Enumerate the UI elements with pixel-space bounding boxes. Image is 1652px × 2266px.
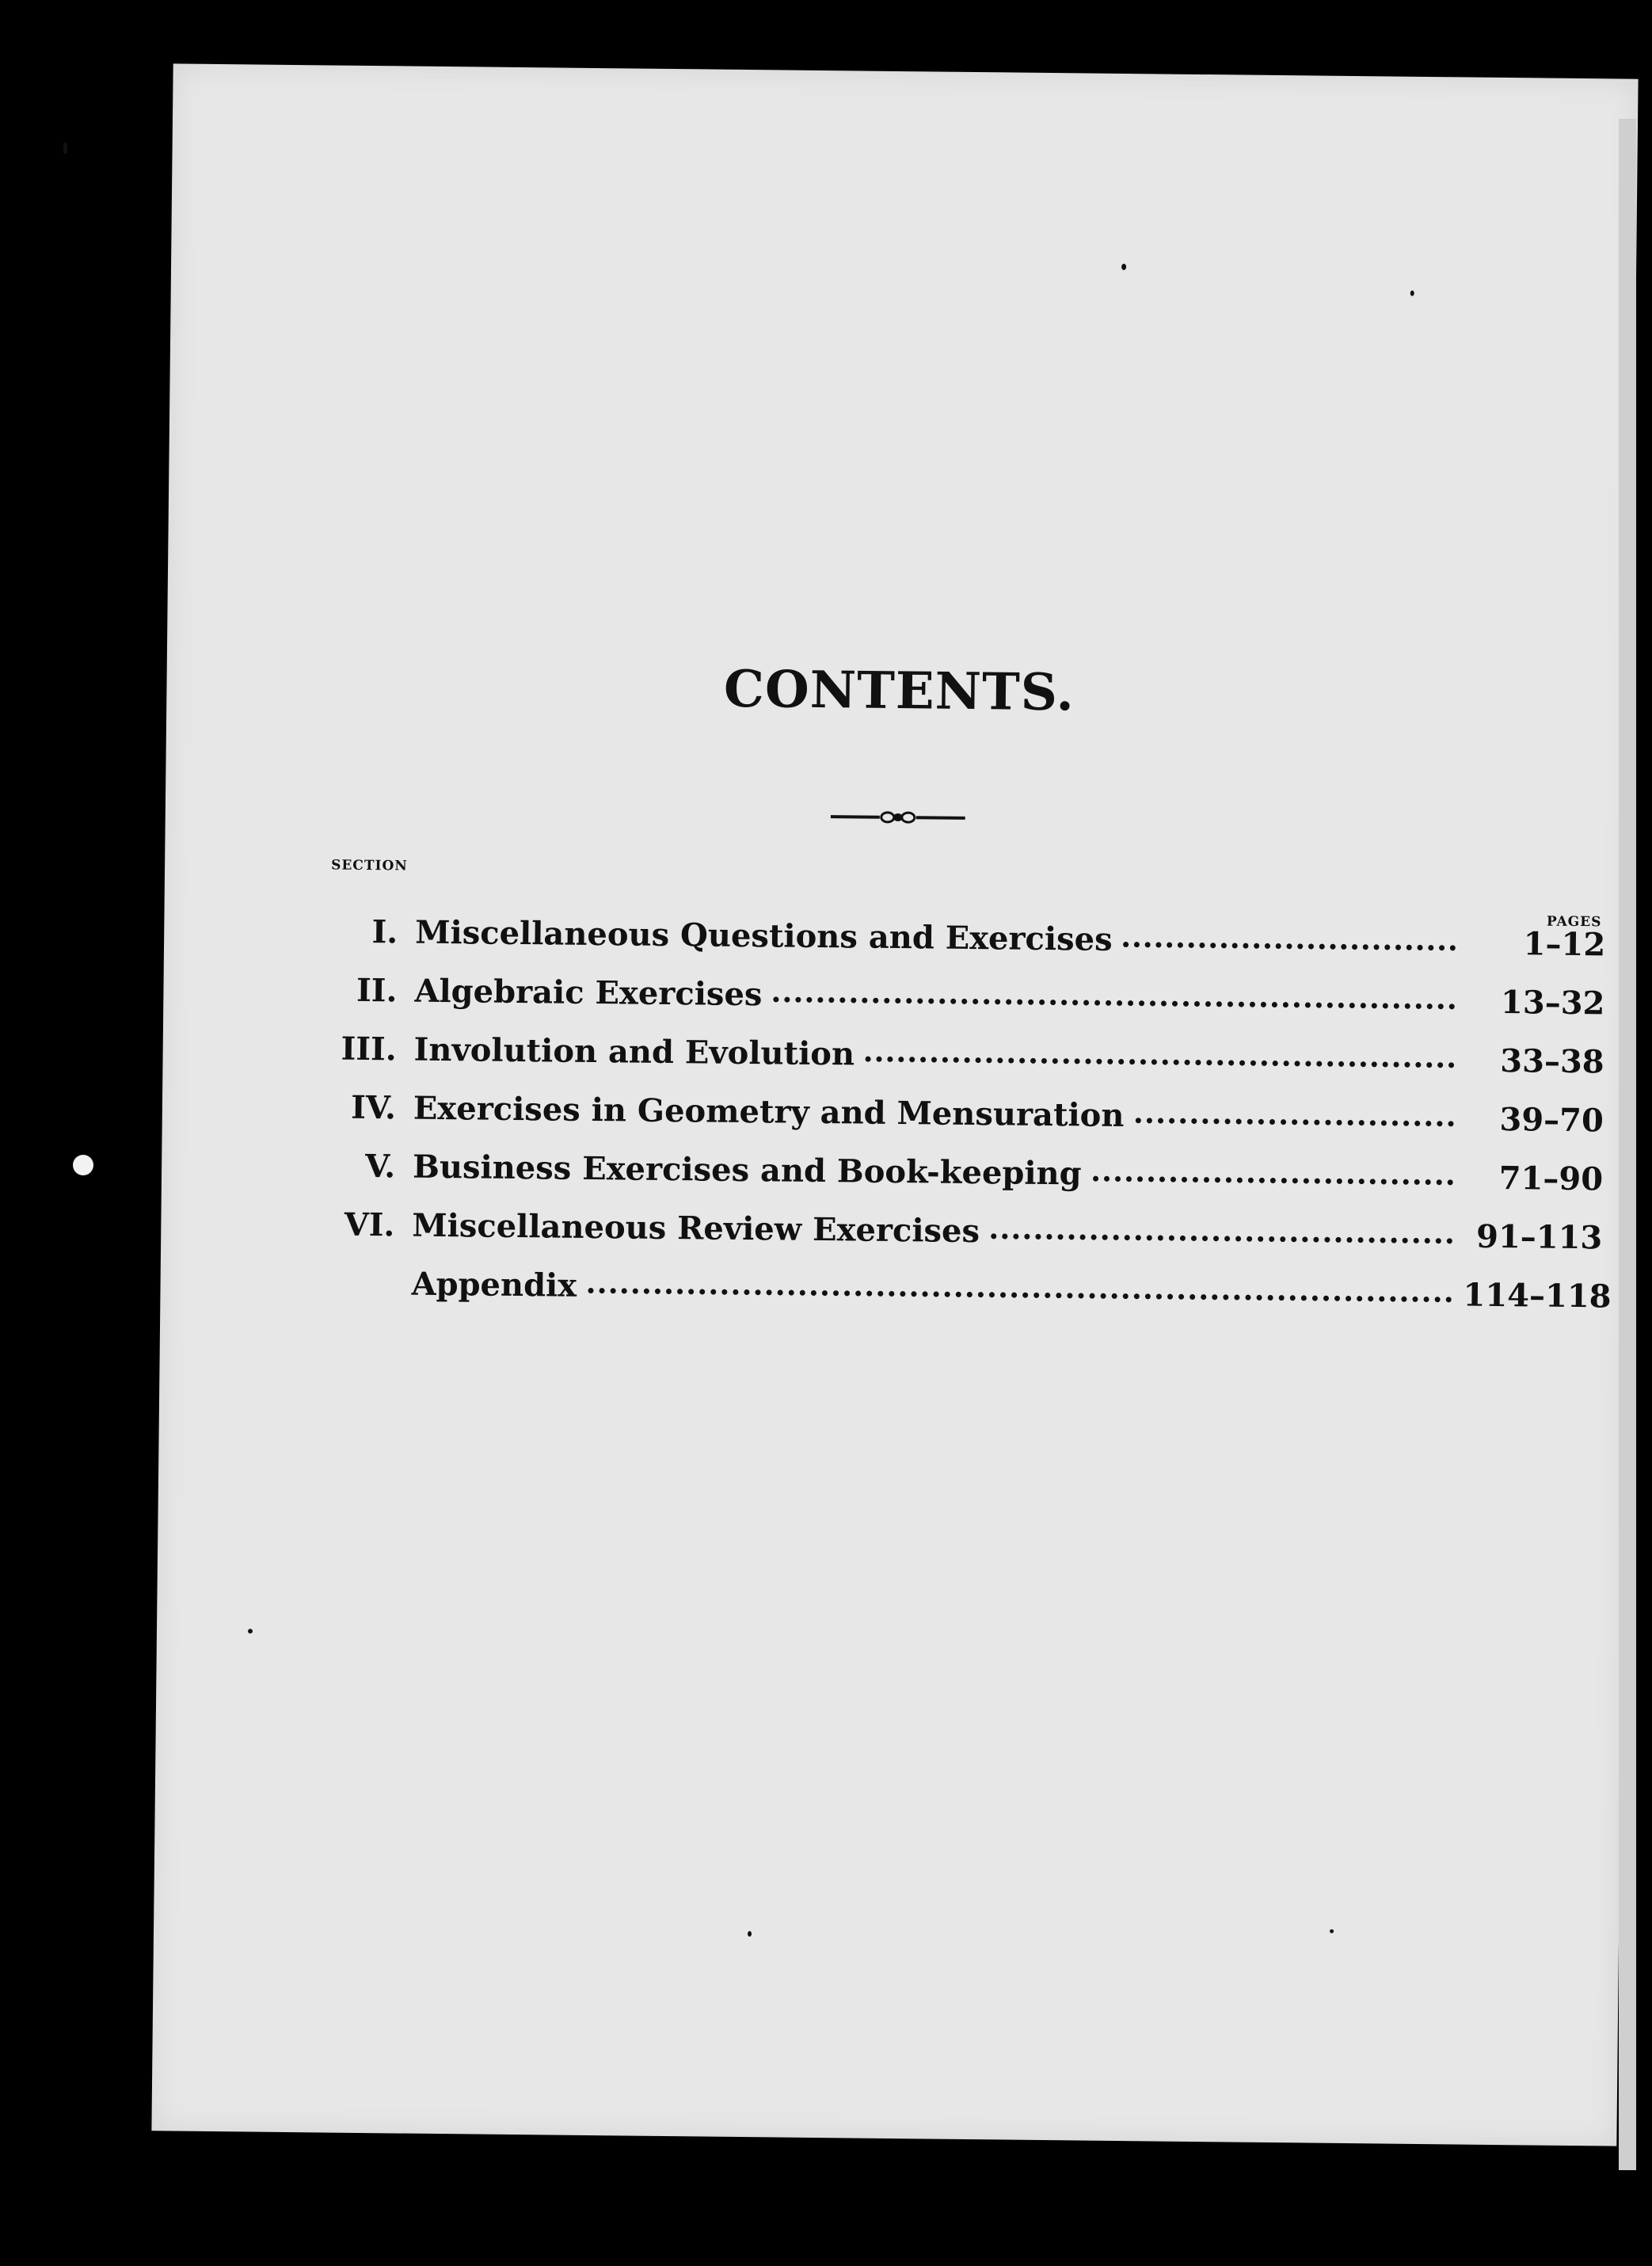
dot-leader xyxy=(1124,942,1456,950)
section-title: Miscellaneous Review Exercises xyxy=(412,1206,980,1251)
page-title: CONTENTS. xyxy=(723,659,1075,723)
section-numeral: III. xyxy=(341,1030,397,1068)
section-numeral: VI. xyxy=(344,1205,395,1244)
dot-leader xyxy=(1135,1118,1454,1126)
section-column-label: SECTION xyxy=(331,857,408,874)
section-title: Involution and Evolution xyxy=(413,1030,855,1073)
section-title: Miscellaneous Questions and Exercises xyxy=(415,913,1113,958)
page-range: 91–113 xyxy=(1475,1217,1603,1257)
scan-speck xyxy=(1121,264,1126,270)
dot-leader xyxy=(773,996,1455,1009)
dot-leader xyxy=(1093,1176,1454,1186)
section-numeral: I. xyxy=(371,913,398,951)
dot-leader xyxy=(588,1288,1452,1302)
section-numeral: IV. xyxy=(350,1088,397,1127)
book-page xyxy=(151,63,1638,2146)
toc-entry xyxy=(318,1264,1612,1336)
section-numeral: II. xyxy=(356,971,398,1010)
page-range: 114–118 xyxy=(1463,1276,1612,1316)
dot-leader xyxy=(991,1233,1452,1243)
page-range: 13–32 xyxy=(1500,984,1605,1023)
scan-speck xyxy=(248,1628,253,1633)
page-edge xyxy=(1619,119,1636,2170)
page-range: 39–70 xyxy=(1499,1100,1604,1140)
scan-speck xyxy=(1410,291,1414,296)
section-title: Algebraic Exercises xyxy=(414,972,763,1014)
section-title: Business Exercises and Book-keeping xyxy=(412,1148,1082,1193)
scan-speck xyxy=(1330,1929,1334,1933)
section-title: Appendix xyxy=(411,1265,577,1304)
page-range: 71–90 xyxy=(1498,1159,1604,1198)
pages-column-label: PAGES xyxy=(1546,913,1602,931)
table-of-contents xyxy=(318,912,1612,1336)
ornament-divider xyxy=(831,807,965,828)
dot-leader xyxy=(866,1057,1455,1068)
section-title: Exercises in Geometry and Mensuration xyxy=(413,1089,1125,1135)
section-numeral xyxy=(318,1293,394,1294)
page-range: 33–38 xyxy=(1500,1042,1604,1081)
scan-speck xyxy=(748,1931,752,1937)
scan-speck xyxy=(73,1155,93,1175)
section-numeral: V. xyxy=(364,1148,396,1186)
scan-speck xyxy=(63,143,67,154)
page-range: 1–12 xyxy=(1523,925,1606,964)
